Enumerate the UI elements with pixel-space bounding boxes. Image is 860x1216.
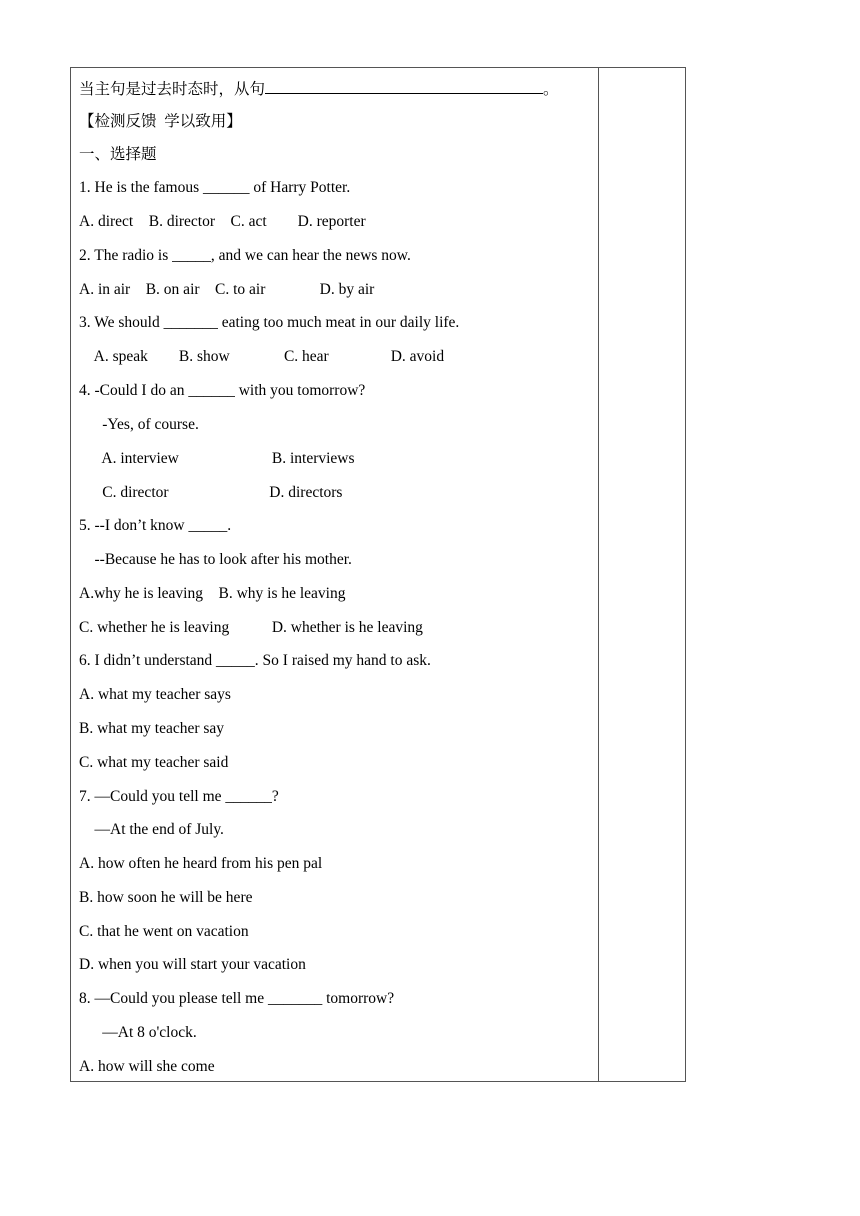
- answer-line: —At the end of July.: [79, 821, 224, 838]
- option-line: A. in air B. on air C. to air D. by air: [79, 281, 375, 298]
- question-line: 1. He is the famous ______ of Harry Potter.: [79, 179, 351, 196]
- option-line: C. whether he is leaving D. whether is he leaving: [79, 619, 423, 636]
- intro-prefix: 当主句是过去时态时，从句: [79, 81, 266, 98]
- part-heading: 一、选择题: [79, 146, 157, 163]
- question-line: 8. —Could you please tell me _______ tomorrow?: [79, 990, 395, 1007]
- question-line: 4. -Could I do an ______ with you tomorrow?: [79, 382, 366, 399]
- question-line: 6. I didn’t understand _____. So I raised my hand to ask.: [79, 652, 431, 669]
- option-line: C. director D. directors: [79, 484, 343, 501]
- option-line: A. how often he heard from his pen pal: [79, 855, 323, 872]
- question-line: 7. —Could you tell me ______?: [79, 788, 279, 805]
- option-line: B. what my teacher say: [79, 720, 225, 737]
- question-line: 2. The radio is _____, and we can hear the news now.: [79, 247, 411, 264]
- notes-cell: [599, 68, 685, 1081]
- intro-line: [79, 79, 559, 99]
- option-line: A.why he is leaving B. why is he leaving: [79, 585, 346, 602]
- answer-line: —At 8 o'clock.: [79, 1024, 197, 1041]
- option-line: A. direct B. director C. act D. reporter: [79, 213, 366, 230]
- worksheet-table: [70, 67, 686, 1082]
- option-line: A. how will she come: [79, 1058, 215, 1075]
- answer-line: --Because he has to look after his mother.: [79, 551, 352, 568]
- question-line: 5. --I don’t know _____.: [79, 517, 232, 534]
- option-line: A. what my teacher says: [79, 686, 231, 703]
- section-heading: 【检测反馈 学以致用】: [79, 113, 242, 130]
- question-line: 3. We should _______ eating too much meat in our daily life.: [79, 314, 460, 331]
- answer-line: -Yes, of course.: [79, 416, 199, 433]
- content-cell: [71, 68, 599, 1081]
- option-line: D. when you will start your vacation: [79, 956, 306, 973]
- option-line: C. what my teacher said: [79, 754, 229, 771]
- option-line: A. speak B. show C. hear D. avoid: [79, 348, 445, 365]
- intro-suffix: 。: [543, 81, 559, 98]
- fill-blank: [265, 79, 543, 94]
- option-line: C. that he went on vacation: [79, 923, 249, 940]
- option-line: A. interview B. interviews: [79, 450, 355, 467]
- option-line: B. how soon he will be here: [79, 889, 253, 906]
